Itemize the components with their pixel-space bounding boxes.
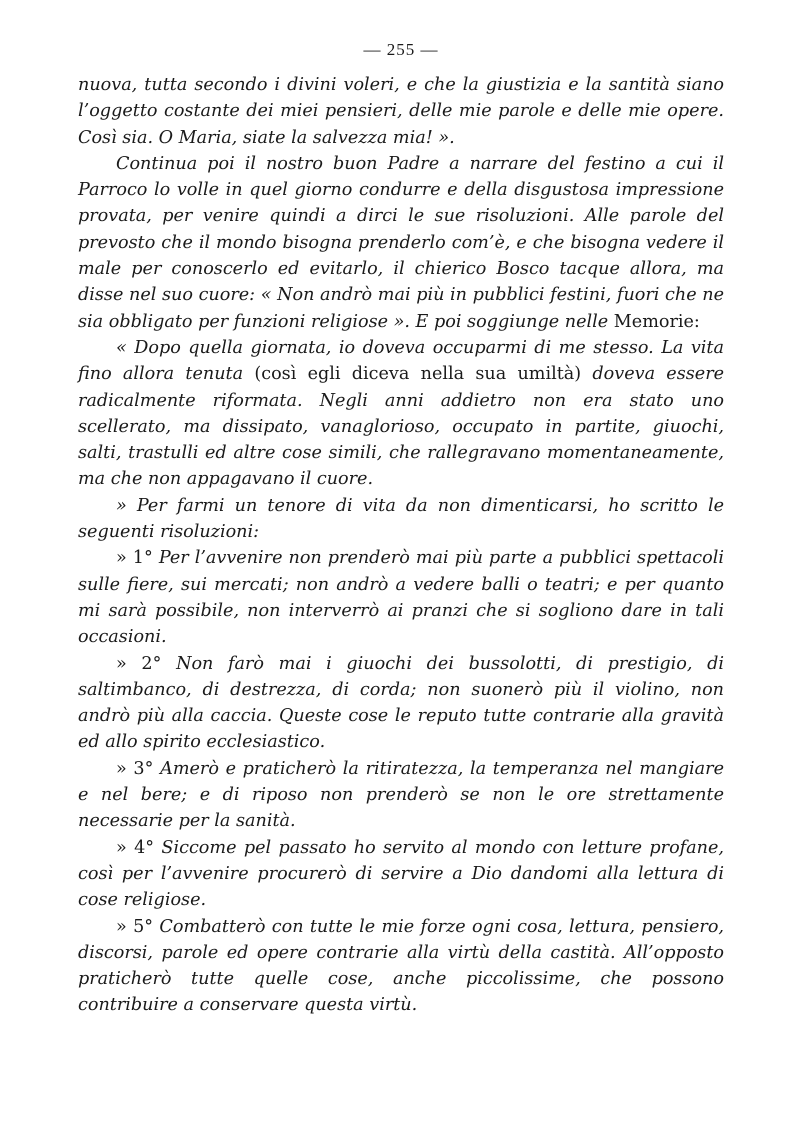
page-number: — 255 — (363, 40, 439, 59)
resolution-item-2 (78, 651, 724, 756)
resolution-item-1 (78, 545, 724, 650)
resolution-number: » 5° (116, 916, 154, 937)
paragraph-text: Continua poi il nostro buon Padre a narrare del festino a cui il Parroco lo volle in quel giorno condurre e della disgustosa impressione provata, per venire quindi a dirci le sue risoluzioni. Alle parole del prevosto che il mondo bisogna prenderlo com’è, e che bisogna vedere il male per conoscerlo ed evitarlo, il chierico Bosco tacque allora, ma disse nel suo cuore: « Non andrò mai più in pubblici festini, fuori che ne sia obbligato per funzioni religiose ». E poi soggiunge nelle (78, 153, 724, 332)
paragraph-text: « Dopo quella giornata, io doveva occuparmi di me stesso. La vita fino allora tenuta (78, 337, 724, 385)
paragraph-text: doveva essere radicalmente riformata. Negli anni addietro non era stato uno scellerato, ma dissipato, vanaglorioso, occupato in partite, giuochi, salti, trastulli ed altre cose simili, che rallegravano momentaneamente, ma che non appagavano il cuore. (78, 364, 725, 490)
resolution-item-5 (78, 914, 724, 1019)
paragraph-continuation (78, 72, 724, 151)
memorie-word: Memorie: (613, 311, 700, 332)
paragraph-text: nuova, tutta secondo i divini voleri, e che la giustizia e la santità siano l’oggetto costante dei miei pensieri, delle mie parole e delle mie opere. Così sia. O Maria, siate la salvezza mia! ». (78, 75, 724, 148)
resolution-number: » 1° (116, 548, 153, 569)
resolution-text: Amerò e praticherò la ritiratezza, la temperanza nel mangiare e nel bere; e di riposo non prenderò se non le ore strettamente necessarie per la sanità. (78, 758, 724, 832)
paragraph-resolutions-intro (78, 493, 724, 546)
resolution-item-4 (78, 835, 724, 914)
resolution-text: Combatterò con tutte le mie forze ogni cosa, lettura, pensiero, discorsi, parole ed opere contrarie alla virtù della castità. All’opposto praticherò tutte quelle cose, anche piccolissime, che possono contribuire a conservare questa virtù. (78, 916, 725, 1016)
paragraph-text: » Per farmi un tenore di vita da non dimenticarsi, ho scritto le seguenti risoluzioni: (78, 495, 724, 543)
resolution-text: Per l’avvenire non prenderò mai più parte a pubblici spettacoli sulle fiere, sui mercati; non andrò a vedere balli o teatri; e per quanto mi sarà possibile, non interverrò ai pranzi che si sogliono dare in tali occasioni. (78, 548, 725, 648)
resolution-text: Non farò mai i giuochi dei bussolotti, di prestigio, di saltimbanco, di destrezza, di corda; non suonerò più il violino, non andrò più alla caccia. Queste cose le reputo tutte contrarie alla gravità ed allo spirito ecclesiastico. (78, 653, 725, 753)
paragraph-narration (78, 151, 724, 335)
book-page (78, 40, 724, 1019)
resolution-text: Siccome pel passato ho servito al mondo con letture profane, così per l’avvenire procurerò di servire a Dio dandomi alla lettura di cose religiose. (78, 837, 724, 911)
resolution-number: » 4° (116, 837, 155, 858)
parenthetical-remark: (così egli diceva nella sua umiltà) (254, 364, 582, 385)
resolution-item-3 (78, 756, 724, 835)
resolution-number: » 2° (116, 653, 162, 674)
paragraph-quote-start (78, 335, 724, 493)
resolution-number: » 3° (116, 758, 154, 779)
